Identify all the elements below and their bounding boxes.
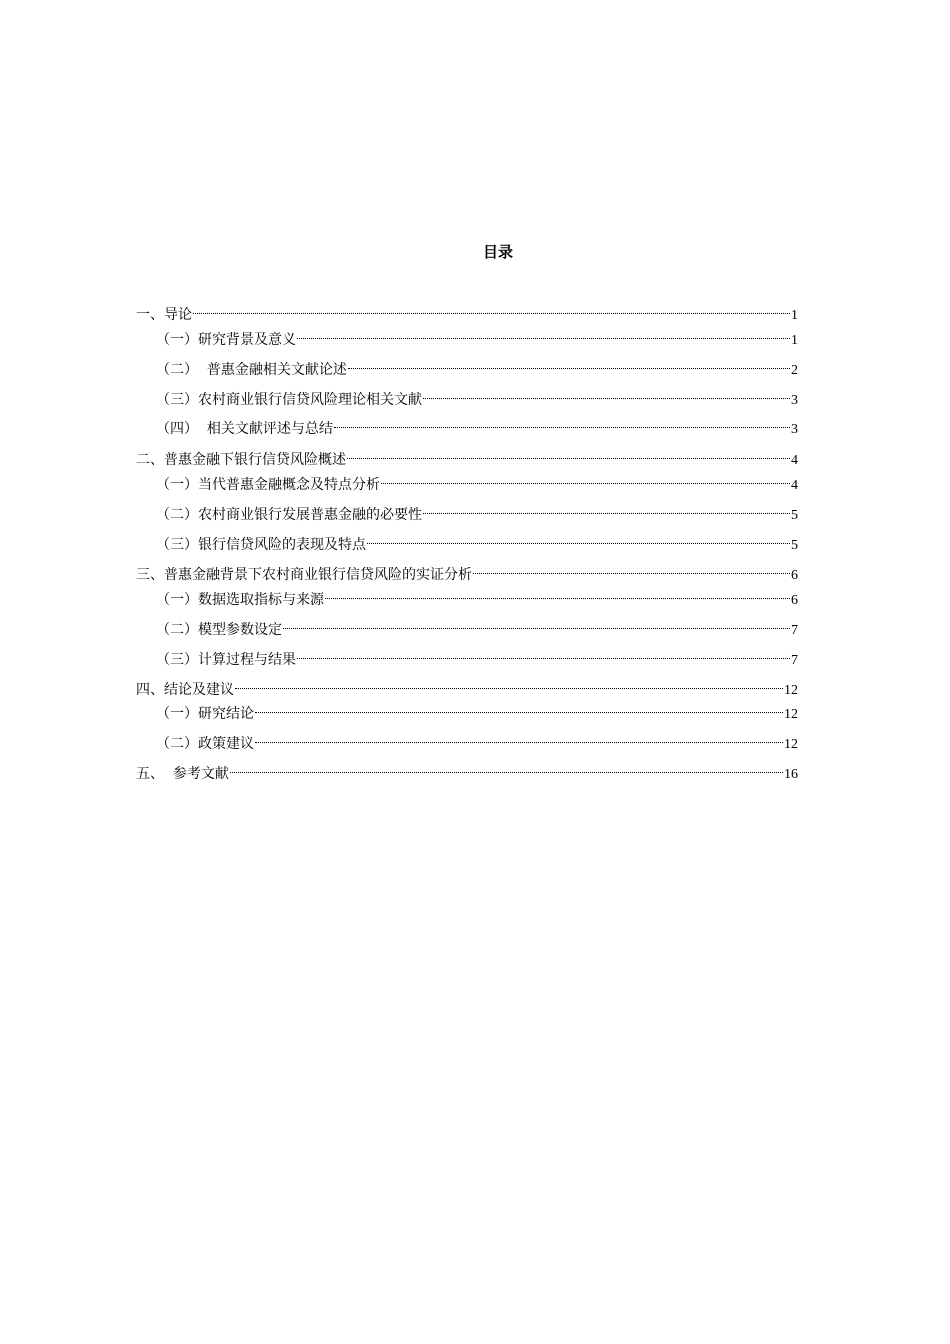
toc-dot-leader [325, 582, 790, 604]
toc-dot-leader [473, 557, 790, 579]
toc-dot-leader [423, 497, 790, 519]
toc-page-number: 5 [791, 538, 798, 553]
toc-page-number: 3 [791, 422, 798, 437]
toc-entry-text: （一）研究背景及意义 [156, 332, 296, 348]
toc-page-number: 12 [784, 737, 798, 752]
toc-entry-text: 三、普惠金融背景下农村商业银行信贷风险的实证分析 [136, 567, 472, 583]
toc-page-number: 1 [791, 308, 798, 323]
toc-entry[interactable] [156, 696, 798, 722]
toc-entry-text: （三）计算过程与结果 [156, 652, 296, 668]
toc-page-number: 7 [791, 653, 798, 668]
toc-entry-text: （一）当代普惠金融概念及特点分析 [156, 477, 380, 493]
toc-entry[interactable] [156, 497, 798, 523]
toc-entry-text: （一）研究结论 [156, 706, 254, 722]
toc-dot-leader [297, 322, 790, 344]
toc-dot-leader [235, 672, 783, 694]
toc-entry[interactable] [156, 642, 798, 668]
toc-dot-leader [423, 382, 790, 404]
toc-page-number: 2 [791, 363, 798, 378]
toc-page-number: 7 [791, 623, 798, 638]
toc-entry[interactable] [136, 756, 798, 782]
toc-page-number: 4 [791, 453, 798, 468]
toc-entry[interactable] [156, 352, 798, 378]
toc-dot-leader [193, 297, 790, 319]
toc-page-number: 6 [791, 593, 798, 608]
toc-page-number: 12 [784, 683, 798, 698]
toc-page-number: 3 [791, 393, 798, 408]
toc-page-number: 1 [791, 333, 798, 348]
toc-page-number: 16 [784, 767, 798, 782]
toc-entry-text: 五、 参考文献 [136, 766, 229, 782]
toc-dot-leader [334, 411, 790, 433]
toc-dot-leader [283, 612, 790, 634]
toc-dot-leader [347, 442, 790, 464]
toc-entry[interactable] [156, 726, 798, 752]
toc-entry-text: 二、普惠金融下银行信贷风险概述 [136, 452, 346, 468]
toc-entry[interactable] [156, 612, 798, 638]
toc-dot-leader [297, 642, 790, 664]
toc-entry-text: （一）数据选取指标与来源 [156, 592, 324, 608]
toc-entry-text: （二）政策建议 [156, 736, 254, 752]
toc-entry[interactable] [156, 467, 798, 493]
toc-entry-text: 一、导论 [136, 307, 192, 323]
toc-entry-text: 四、结论及建议 [136, 682, 234, 698]
toc-dot-leader [255, 696, 783, 718]
toc-entry[interactable] [156, 527, 798, 553]
toc-entry[interactable] [136, 442, 798, 468]
toc-dot-leader [255, 726, 783, 748]
toc-dot-leader [381, 467, 790, 489]
toc-entry-text: （四） 相关文献评述与总结 [156, 421, 333, 437]
toc-entry[interactable] [136, 672, 798, 698]
toc-entry-text: （二） 普惠金融相关文献论述 [156, 362, 347, 378]
toc-dot-leader [348, 352, 790, 374]
toc-page-number: 5 [791, 508, 798, 523]
toc-title: 目录 [482, 243, 513, 261]
toc-entry[interactable] [156, 382, 798, 408]
toc-dot-leader [230, 756, 783, 778]
toc-entry[interactable] [136, 557, 798, 583]
toc-entry[interactable] [156, 322, 798, 348]
toc-page-number: 4 [791, 478, 798, 493]
toc-entry[interactable] [156, 582, 798, 608]
toc-entry-text: （三）银行信贷风险的表现及特点 [156, 537, 366, 553]
toc-entry-text: （二）模型参数设定 [156, 622, 282, 638]
toc-dot-leader [367, 527, 790, 549]
toc-page-number: 12 [784, 707, 798, 722]
toc-entry[interactable] [156, 411, 798, 437]
toc-page-number: 6 [791, 568, 798, 583]
toc-entry-text: （二）农村商业银行发展普惠金融的必要性 [156, 507, 422, 523]
toc-entry[interactable] [136, 297, 798, 323]
toc-entry-text: （三）农村商业银行信贷风险理论相关文献 [156, 392, 422, 408]
